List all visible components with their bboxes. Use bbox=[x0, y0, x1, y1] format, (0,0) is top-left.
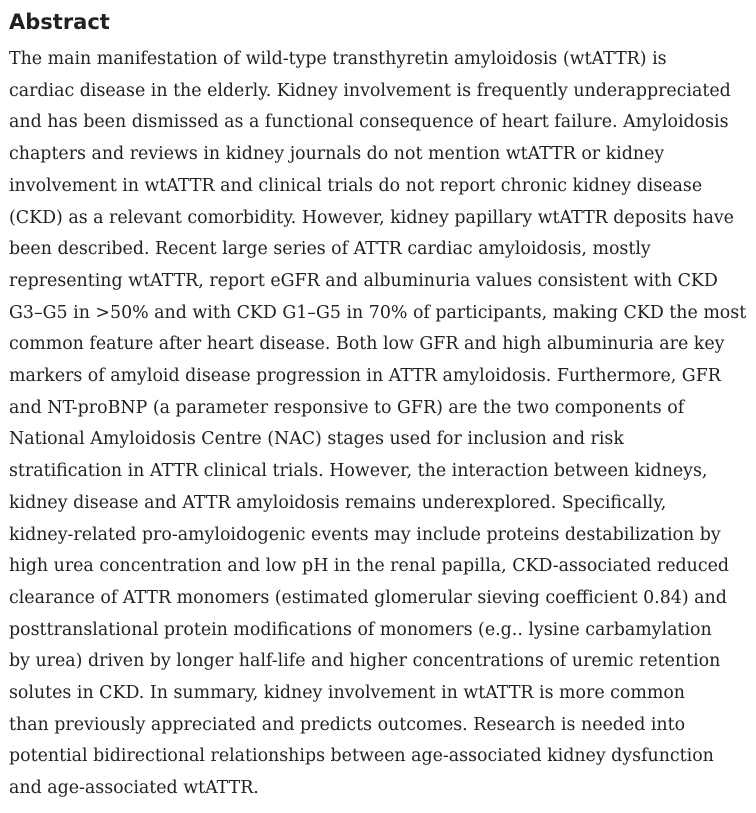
abstract-line: high urea concentration and low pH in the renal papilla, CKD-associated reduced bbox=[9, 556, 730, 577]
abstract-line: kidney disease and ATTR amyloidosis remains underexplored. Specifically, bbox=[9, 492, 667, 513]
abstract-line: solutes in CKD. In summary, kidney involvement in wtATTR is more common bbox=[9, 683, 686, 704]
abstract-line: common feature after heart disease. Both low GFR and high albuminuria are key bbox=[9, 334, 725, 355]
abstract-line: and NT-proBNP (a parameter responsive to GFR) are the two components of bbox=[9, 397, 685, 418]
abstract-line: G3–G5 in >50% and with CKD G1–G5 in 70% of participants, making CKD the most bbox=[9, 302, 747, 323]
abstract-line: (CKD) as a relevant comorbidity. However, kidney papillary wtATTR deposits have bbox=[9, 207, 734, 228]
abstract-section bbox=[9, 6, 749, 805]
abstract-line: been described. Recent large series of ATTR cardiac amyloidosis, mostly bbox=[9, 239, 651, 260]
abstract-line: National Amyloidosis Centre (NAC) stages used for inclusion and risk bbox=[9, 429, 624, 450]
abstract-body bbox=[9, 44, 749, 805]
abstract-line: markers of amyloid disease progression in ATTR amyloidosis. Furthermore, GFR bbox=[9, 366, 721, 387]
abstract-line: chapters and reviews in kidney journals do not mention wtATTR or kidney bbox=[9, 144, 665, 165]
abstract-line: The main manifestation of wild-type transthyretin amyloidosis (wtATTR) is bbox=[9, 49, 667, 69]
abstract-line: clearance of ATTR monomers (estimated glomerular sieving coefficient 0.84) and bbox=[9, 587, 727, 608]
abstract-line: stratification in ATTR clinical trials. However, the interaction between kidneys, bbox=[9, 461, 708, 482]
abstract-line: by urea) driven by longer half-life and higher concentrations of uremic retention bbox=[9, 651, 721, 672]
abstract-line: representing wtATTR, report eGFR and albuminuria values consistent with CKD bbox=[9, 270, 718, 291]
abstract-line: kidney-related pro-amyloidogenic events may include proteins destabilization by bbox=[9, 524, 721, 545]
abstract-line: and has been dismissed as a functional consequence of heart failure. Amyloidosis bbox=[9, 112, 729, 133]
abstract-line: posttranslational protein modifications of monomers (e.g.. lysine carbamylation bbox=[9, 619, 712, 640]
abstract-line: cardiac disease in the elderly. Kidney involvement is frequently underappreciated bbox=[9, 80, 731, 101]
abstract-heading: Abstract bbox=[9, 10, 110, 34]
abstract-line: involvement in wtATTR and clinical trials do not report chronic kidney disease bbox=[9, 175, 703, 196]
abstract-line: potential bidirectional relationships between age-associated kidney dysfunction bbox=[9, 746, 714, 767]
abstract-line: and age-associated wtATTR. bbox=[9, 778, 259, 799]
abstract-line: than previously appreciated and predicts outcomes. Research is needed into bbox=[9, 714, 686, 735]
